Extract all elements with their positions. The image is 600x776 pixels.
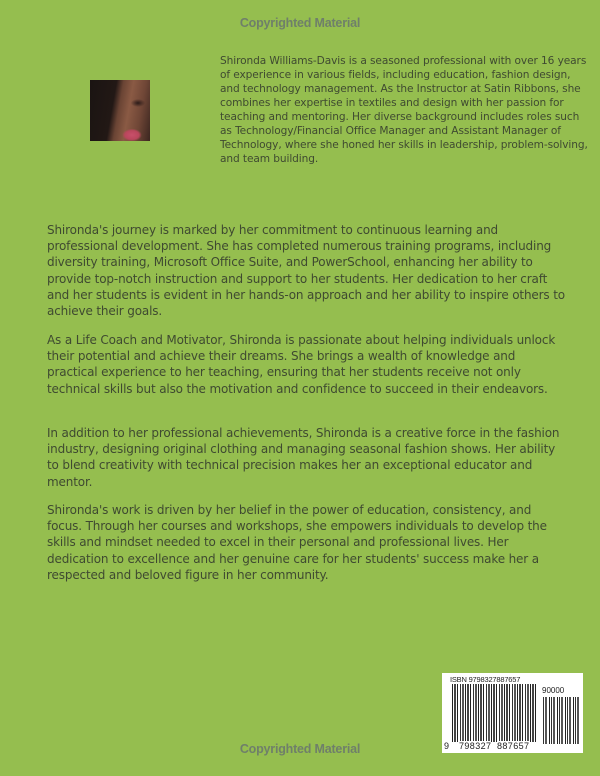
isbn-label: ISBN 9798327887657 [450,675,521,684]
bio-paragraph: Shironda's work is driven by her belief in the power of education, consistency, and focus. Through her courses and workshops, she empowers individuals to develop the skills and mindset needed to excel in their personal and professional lives. Her dedication to excellence and her genuine care for her students' success make her a respected and beloved figure in her community. [47,503,547,582]
author-intro-text: Shironda Williams-Davis is a seasoned professional with over 16 years of experience in various fields, including education, fashion design, and technology management. As the Instructor at Satin Ribbons, she combines her expertise in textiles and design with her passion for teaching and mentoring. Her diverse background includes roles such as Technology/Financial Office Manager and Assistant Manager of Technology, where she honed her skills in leadership, problem-solving, and team building. [220,55,588,165]
bio-paragraph: As a Life Coach and Motivator, Shironda is passionate about helping individuals unlock their potential and achieve their dreams. She brings a wealth of knowledge and practical experience to her teaching, ensuring that her students receive not only technical skills but also the motivation and confidence to succeed in their endeavors. [47,333,556,396]
isbn-barcode [442,673,583,753]
copyright-watermark-top: Copyrighted Material [239,16,361,30]
price-code: 90000 [542,686,565,695]
price-barcode-bars-icon [543,697,579,744]
bio-paragraph: In addition to her professional achievements, Shironda is a creative force in the fashion industry, designing original clothing and managing seasonal fashion shows. Her ability to blend creativity with technical precision makes her an exceptional educator and mentor. [47,426,560,489]
barcode-bars-icon [452,684,538,742]
barcode-digit-first: 9 [444,741,450,751]
author-photo [90,80,150,141]
barcode-digits-right: 887657 [497,741,530,751]
copyright-watermark-bottom: Copyrighted Material [239,742,361,756]
barcode-digits-left: 798327 [459,741,492,751]
bio-paragraph: Shironda's journey is marked by her commitment to continuous learning and professional development. She has completed numerous training programs, including diversity training, Microsoft Office Suite, and PowerSchool, enhancing her ability to provide top-notch instruction and support to her students. Her dedication to her craft and her students is evident in her hands-on approach and her ability to inspire others to achieve their goals. [47,223,565,319]
